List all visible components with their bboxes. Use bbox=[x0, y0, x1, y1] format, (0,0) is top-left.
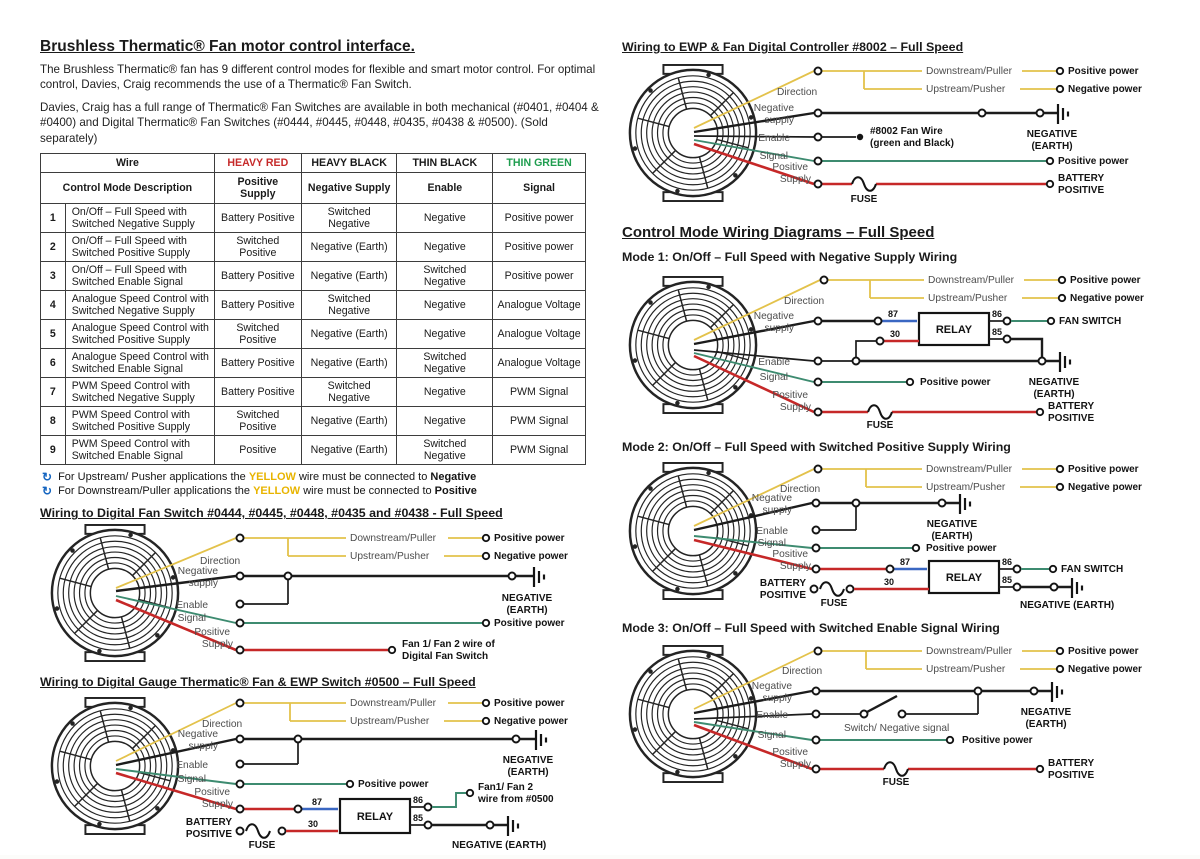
direction-label: Direction bbox=[202, 719, 243, 731]
cell: Negative (Earth) bbox=[301, 407, 397, 436]
negative-supply-label-1: Negative bbox=[753, 311, 794, 322]
negative-supply-label-2: supply bbox=[188, 578, 218, 590]
wiring-diagram-8002-controller bbox=[622, 56, 1167, 214]
earth-label-1: NEGATIVE bbox=[501, 593, 553, 605]
earth-label-2: (EARTH) bbox=[507, 767, 549, 779]
negative-supply-label-1: Negative bbox=[177, 566, 218, 578]
cell: Battery Positive bbox=[214, 349, 301, 378]
fan-illustration bbox=[630, 646, 756, 782]
cell: On/Off – Full Speed with Switched Negative Supply bbox=[65, 204, 214, 233]
cell: Switched Positive bbox=[214, 407, 301, 436]
positive-supply-label-1: Positive bbox=[772, 162, 808, 173]
header-cell: Enable bbox=[397, 173, 493, 204]
relay-pin-85: 85 bbox=[992, 327, 1003, 337]
positive-supply-label-1: Positive bbox=[772, 549, 808, 560]
fan-illustration bbox=[52, 698, 178, 834]
fuse-label: FUSE bbox=[882, 777, 910, 788]
cell: Battery Positive bbox=[214, 204, 301, 233]
relay-pin-85: 85 bbox=[1002, 575, 1013, 585]
positive-supply-label-2: Supply bbox=[201, 799, 233, 811]
wiring-diagram-mode2 bbox=[622, 456, 1167, 612]
relay-pin-86: 86 bbox=[413, 795, 424, 806]
cell: PWM Speed Control with Switched Positive Supply bbox=[65, 407, 214, 436]
ground-icon bbox=[534, 567, 544, 587]
battery-label-2: POSITIVE bbox=[1048, 770, 1095, 781]
downstream-label: Downstream/Puller bbox=[928, 275, 1015, 286]
direction-label: Direction bbox=[200, 556, 241, 568]
signal-endpoint-label: Positive power bbox=[494, 618, 565, 630]
enable-label: Enable bbox=[756, 526, 788, 537]
positive-supply-label-2: Supply bbox=[779, 759, 811, 770]
table-row bbox=[41, 204, 586, 233]
relay-label: RELAY bbox=[935, 324, 973, 336]
enable-label: Enable bbox=[758, 133, 790, 144]
cell: 6 bbox=[41, 349, 66, 378]
signal-endpoint-label: Positive power bbox=[920, 377, 991, 388]
cell: Positive bbox=[214, 436, 301, 465]
wiring-diagram-digital-fan-switch bbox=[40, 522, 598, 667]
signal-endpoint-label: Positive power bbox=[926, 543, 997, 554]
downstream-label: Downstream/Puller bbox=[926, 464, 1013, 475]
refresh-icon: ↻ bbox=[42, 484, 53, 499]
relay-pin-30: 30 bbox=[890, 329, 901, 339]
positive-supply-wire bbox=[694, 725, 1094, 788]
note-upstream bbox=[40, 471, 602, 484]
cell: Analogue Speed Control with Switched Enable Signal bbox=[65, 349, 214, 378]
earth-inline-label: NEGATIVE (EARTH) bbox=[1020, 600, 1115, 611]
earth-label-1: NEGATIVE bbox=[1028, 377, 1080, 388]
earth-label-2: (EARTH) bbox=[931, 531, 973, 542]
cell: PWM Signal bbox=[493, 378, 586, 407]
table-row bbox=[41, 320, 586, 349]
positive-power-label: Positive power bbox=[494, 533, 565, 545]
header-cell: Control Mode Description bbox=[41, 173, 215, 204]
header-cell: HEAVY BLACK bbox=[301, 154, 397, 173]
cell: Negative bbox=[397, 378, 493, 407]
signal-endpoint-label: Positive power bbox=[1058, 156, 1129, 167]
negative-supply-label-2: supply bbox=[764, 115, 794, 126]
control-mode-table bbox=[40, 153, 586, 465]
control-mode-section-title: Control Mode Wiring Diagrams – Full Speed bbox=[622, 224, 935, 241]
signal-endpoint-label: Positive power bbox=[962, 735, 1033, 746]
cell: Negative bbox=[397, 204, 493, 233]
fuse-icon bbox=[884, 762, 908, 776]
fan-switch-wire-label-1: Fan 1/ Fan 2 wire of bbox=[402, 639, 495, 651]
cell: Negative (Earth) bbox=[301, 320, 397, 349]
fan-illustration bbox=[630, 65, 756, 201]
intro-paragraph-2: Davies, Craig has a full range of Thermatic® Fan Switches are available in both mechanical (#0401, #0404 & #0400) and Digital Thermatic® Fan Switches (#0444, #0445, #0448, #0435, #0438 & #0500). (Sold separately) bbox=[40, 100, 599, 145]
negative-supply-label-2: supply bbox=[762, 693, 792, 704]
positive-power-label: Positive power bbox=[494, 698, 565, 710]
earth-label-1: NEGATIVE bbox=[502, 755, 554, 767]
cell: Battery Positive bbox=[214, 378, 301, 407]
relay-pin-87: 87 bbox=[900, 557, 911, 567]
relay-label: RELAY bbox=[356, 811, 394, 824]
cell: Battery Positive bbox=[214, 291, 301, 320]
cell: Positive power bbox=[493, 262, 586, 291]
table-row bbox=[41, 436, 586, 465]
negative-supply-relay-circuit bbox=[694, 309, 1121, 361]
cell: Analogue Voltage bbox=[493, 349, 586, 378]
negative-power-label: Negative power bbox=[494, 551, 568, 563]
note-text: For Upstream/ Pusher applications the YELLOW wire must be connected to Negative bbox=[58, 471, 477, 484]
cell: Switched Negative bbox=[397, 262, 493, 291]
fan-illustration bbox=[630, 463, 756, 599]
cell: Negative bbox=[397, 407, 493, 436]
negative-power-label: Negative power bbox=[1070, 293, 1144, 304]
cell: 1 bbox=[41, 204, 66, 233]
fuse-label: FUSE bbox=[850, 194, 878, 205]
enable-label: Enable bbox=[176, 600, 208, 612]
positive-supply-label-1: Positive bbox=[194, 627, 230, 639]
relay-pin-86: 86 bbox=[992, 309, 1003, 319]
signal-label: Signal bbox=[759, 372, 788, 383]
fuse-icon bbox=[852, 177, 876, 191]
ground-icon bbox=[1072, 578, 1082, 598]
negative-power-label: Negative power bbox=[494, 716, 568, 728]
signal-label: Signal bbox=[757, 730, 786, 741]
cell: 7 bbox=[41, 378, 66, 407]
negative-supply-wire bbox=[116, 566, 553, 616]
cell: Analogue Speed Control with Switched Negative Supply bbox=[65, 291, 214, 320]
intro-paragraph-1: The Brushless Thermatic® fan has 9 different control modes for flexible and smart motor control. For optimal control, Davies, Craig recommends the use of a Thermatic® Fan Switch. bbox=[40, 63, 596, 92]
cell: On/Off – Full Speed with Switched Enable Signal bbox=[65, 262, 214, 291]
fan-switch-label: FAN SWITCH bbox=[1059, 316, 1122, 327]
downstream-label: Downstream/Puller bbox=[926, 646, 1013, 657]
fuse-label: FUSE bbox=[248, 840, 276, 852]
enable-label: Enable bbox=[756, 710, 788, 721]
relay-pin-85: 85 bbox=[413, 813, 424, 824]
battery-label-2: POSITIVE bbox=[759, 590, 806, 601]
left-column bbox=[40, 30, 602, 859]
positive-supply-label-1: Positive bbox=[772, 390, 808, 401]
enable-label: Enable bbox=[176, 760, 208, 772]
earth-label-1: NEGATIVE bbox=[1020, 707, 1072, 718]
positive-supply-label-2: Supply bbox=[779, 402, 811, 413]
negative-power-label: Negative power bbox=[1068, 84, 1142, 95]
fuse-icon bbox=[820, 582, 844, 596]
header-cell: Negative Supply bbox=[301, 173, 397, 204]
relay-pin-87: 87 bbox=[888, 309, 899, 319]
negative-supply-label-1: Negative bbox=[751, 493, 792, 504]
upstream-label: Upstream/Pusher bbox=[926, 664, 1006, 675]
cell: 2 bbox=[41, 233, 66, 262]
cell: Analogue Voltage bbox=[493, 291, 586, 320]
signal-label: Signal bbox=[757, 538, 786, 549]
8002-fan-wire-label-1: #8002 Fan Wire bbox=[870, 126, 943, 137]
ground-icon bbox=[1052, 682, 1062, 702]
table-row bbox=[41, 407, 586, 436]
negative-power-label: Negative power bbox=[1068, 482, 1142, 493]
ground-icon bbox=[960, 494, 970, 514]
battery-label-1: BATTERY bbox=[1048, 401, 1095, 412]
earth-label-2: (EARTH) bbox=[1033, 389, 1075, 400]
wiring-diagram-mode3 bbox=[622, 637, 1167, 802]
negative-supply-label-1: Negative bbox=[751, 681, 792, 692]
fuse-icon bbox=[246, 825, 270, 839]
cell: On/Off – Full Speed with Switched Positive Supply bbox=[65, 233, 214, 262]
signal-label: Signal bbox=[759, 151, 788, 162]
switch-negative-signal-label: Switch/ Negative signal bbox=[844, 723, 950, 734]
header-cell: HEAVY RED bbox=[214, 154, 301, 173]
downstream-label: Downstream/Puller bbox=[350, 533, 437, 545]
battery-label-2: POSITIVE bbox=[185, 829, 232, 841]
cell: Positive power bbox=[493, 204, 586, 233]
relay-pin-86: 86 bbox=[1002, 557, 1013, 567]
negative-supply-label-2: supply bbox=[762, 505, 792, 516]
table-header-row-desc bbox=[41, 173, 586, 204]
battery-label-1: BATTERY bbox=[1058, 173, 1105, 184]
direction-label: Direction bbox=[782, 666, 823, 677]
signal-endpoint-label: Positive power bbox=[358, 779, 429, 791]
fan-illustration bbox=[630, 277, 756, 413]
positive-power-label: Positive power bbox=[1070, 275, 1141, 286]
signal-label: Signal bbox=[177, 774, 206, 786]
battery-label-1: BATTERY bbox=[1048, 758, 1095, 769]
fan-wire-endpoint-1: Fan1/ Fan 2 bbox=[478, 782, 534, 794]
relay-pin-87: 87 bbox=[312, 797, 323, 808]
positive-power-label: Positive power bbox=[1068, 646, 1139, 657]
table-row bbox=[41, 291, 586, 320]
negative-supply-label-2: supply bbox=[764, 323, 794, 334]
table-row bbox=[41, 262, 586, 291]
enable-label: Enable bbox=[758, 357, 790, 368]
page-title: Brushless Thermatic® Fan motor control interface. bbox=[40, 38, 415, 55]
direction-label: Direction bbox=[784, 296, 825, 307]
note-downstream bbox=[40, 485, 602, 498]
fan-switch-wire-label-2: Digital Fan Switch bbox=[402, 651, 489, 663]
battery-label-2: POSITIVE bbox=[1048, 413, 1095, 424]
positive-supply-label-2: Supply bbox=[779, 561, 811, 572]
earth-label-2: (EARTH) bbox=[506, 605, 548, 617]
earth-label-1: NEGATIVE bbox=[926, 519, 978, 530]
negative-supply-label-2: supply bbox=[188, 741, 218, 753]
positive-supply-label-1: Positive bbox=[194, 787, 230, 799]
relay-pin-30: 30 bbox=[884, 577, 895, 587]
downstream-label: Downstream/Puller bbox=[926, 66, 1013, 77]
wiring-diagram-mode1 bbox=[622, 266, 1167, 431]
cell: Negative (Earth) bbox=[301, 349, 397, 378]
cell: Switched Negative bbox=[301, 378, 397, 407]
battery-label-2: POSITIVE bbox=[1058, 185, 1105, 196]
cell: 8 bbox=[41, 407, 66, 436]
earth-label-2: (EARTH) bbox=[1031, 141, 1073, 152]
relay-pin-30: 30 bbox=[308, 819, 319, 830]
fuse-icon bbox=[868, 405, 892, 419]
fan-wire-endpoint-2: wire from #0500 bbox=[478, 794, 554, 806]
8002-fan-wire-label-2: (green and Black) bbox=[870, 138, 954, 149]
mode3-title: Mode 3: On/Off – Full Speed with Switched Enable Signal Wiring bbox=[622, 621, 1000, 635]
upstream-label: Upstream/Pusher bbox=[350, 716, 430, 728]
cell: 5 bbox=[41, 320, 66, 349]
cell: Negative bbox=[397, 320, 493, 349]
cell: Switched Negative bbox=[397, 349, 493, 378]
header-cell: Signal bbox=[493, 173, 586, 204]
cell: Analogue Speed Control with Switched Positive Supply bbox=[65, 320, 214, 349]
header-cell: Positive Supply bbox=[214, 173, 301, 204]
mode1-title: Mode 1: On/Off – Full Speed with Negative Supply Wiring bbox=[622, 250, 958, 264]
cell: Battery Positive bbox=[214, 262, 301, 291]
cell: 4 bbox=[41, 291, 66, 320]
signal-label: Signal bbox=[177, 613, 206, 625]
cell: Negative (Earth) bbox=[301, 436, 397, 465]
negative-power-label: Negative power bbox=[1068, 664, 1142, 675]
cell: 9 bbox=[41, 436, 66, 465]
positive-supply-label-2: Supply bbox=[779, 174, 811, 185]
cell: PWM Signal bbox=[493, 407, 586, 436]
upstream-label: Upstream/Pusher bbox=[926, 84, 1006, 95]
diagram2-title: Wiring to Digital Gauge Thermatic® Fan & EWP Switch #0500 – Full Speed bbox=[40, 675, 476, 690]
table-header-row-wire bbox=[41, 154, 586, 173]
cell: Positive power bbox=[493, 233, 586, 262]
cell: Switched Positive bbox=[214, 320, 301, 349]
earth-label-1: NEGATIVE bbox=[1026, 129, 1078, 140]
table-row bbox=[41, 378, 586, 407]
positive-supply-label-1: Positive bbox=[772, 747, 808, 758]
cell: Switched Negative bbox=[301, 291, 397, 320]
cell: Switched Negative bbox=[397, 436, 493, 465]
negative-supply-wire bbox=[116, 729, 554, 778]
diagram0-title: Wiring to EWP & Fan Digital Controller #8002 – Full Speed bbox=[622, 40, 964, 54]
fuse-label: FUSE bbox=[820, 598, 848, 609]
note-text: For Downstream/Puller applications the YELLOW wire must be connected to Positive bbox=[58, 485, 477, 498]
header-cell: THIN BLACK bbox=[397, 154, 493, 173]
right-column bbox=[622, 40, 1178, 802]
header-cell: THIN GREEN bbox=[493, 154, 586, 173]
fan-illustration bbox=[52, 525, 178, 661]
fuse-label: FUSE bbox=[866, 420, 894, 431]
cell: Switched Positive bbox=[214, 233, 301, 262]
direction-wires bbox=[694, 66, 1142, 128]
downstream-label: Downstream/Puller bbox=[350, 698, 437, 710]
positive-power-label: Positive power bbox=[1068, 464, 1139, 475]
positive-supply-label-2: Supply bbox=[201, 639, 233, 651]
ground-icon bbox=[508, 816, 518, 836]
cell: PWM Speed Control with Switched Negative Supply bbox=[65, 378, 214, 407]
battery-label-1: BATTERY bbox=[185, 817, 232, 829]
diagram1-title: Wiring to Digital Fan Switch #0444, #0445, #0448, #0435 and #0438 - Full Speed bbox=[40, 506, 503, 521]
relay-label: RELAY bbox=[945, 572, 983, 584]
cell: PWM Speed Control with Switched Enable Signal bbox=[65, 436, 214, 465]
earth-label-2: (EARTH) bbox=[1025, 719, 1067, 730]
negative-supply-label-1: Negative bbox=[753, 103, 794, 114]
ground-icon bbox=[536, 730, 546, 750]
cell: 3 bbox=[41, 262, 66, 291]
upstream-label: Upstream/Pusher bbox=[350, 551, 430, 563]
ground-icon bbox=[1058, 104, 1068, 124]
fan-switch-label: FAN SWITCH bbox=[1061, 564, 1124, 575]
positive-power-label: Positive power bbox=[1068, 66, 1139, 77]
direction-label: Direction bbox=[780, 484, 821, 495]
ground-icon bbox=[1060, 352, 1070, 372]
positive-supply-wire bbox=[694, 144, 1104, 205]
direction-label: Direction bbox=[777, 87, 818, 98]
direction-wires bbox=[116, 533, 568, 588]
upstream-label: Upstream/Pusher bbox=[926, 482, 1006, 493]
header-cell: Wire bbox=[41, 154, 215, 173]
positive-supply-relay-circuit bbox=[694, 540, 1123, 611]
cell: Negative bbox=[397, 291, 493, 320]
cell: Negative (Earth) bbox=[301, 262, 397, 291]
negative-supply-label-1: Negative bbox=[177, 729, 218, 741]
upstream-label: Upstream/Pusher bbox=[928, 293, 1008, 304]
table-row bbox=[41, 233, 586, 262]
battery-label-1: BATTERY bbox=[759, 578, 806, 589]
cell: Analogue Voltage bbox=[493, 320, 586, 349]
cell: Negative (Earth) bbox=[301, 233, 397, 262]
table-row bbox=[41, 349, 586, 378]
earth-inline-label: NEGATIVE (EARTH) bbox=[452, 840, 547, 852]
cell: Switched Negative bbox=[301, 204, 397, 233]
mode2-title: Mode 2: On/Off – Full Speed with Switched Positive Supply Wiring bbox=[622, 440, 1011, 454]
cell: Negative bbox=[397, 233, 493, 262]
wiring-diagram-0500-switch bbox=[40, 691, 598, 859]
cell: PWM Signal bbox=[493, 436, 586, 465]
refresh-icon: ↻ bbox=[42, 470, 53, 485]
